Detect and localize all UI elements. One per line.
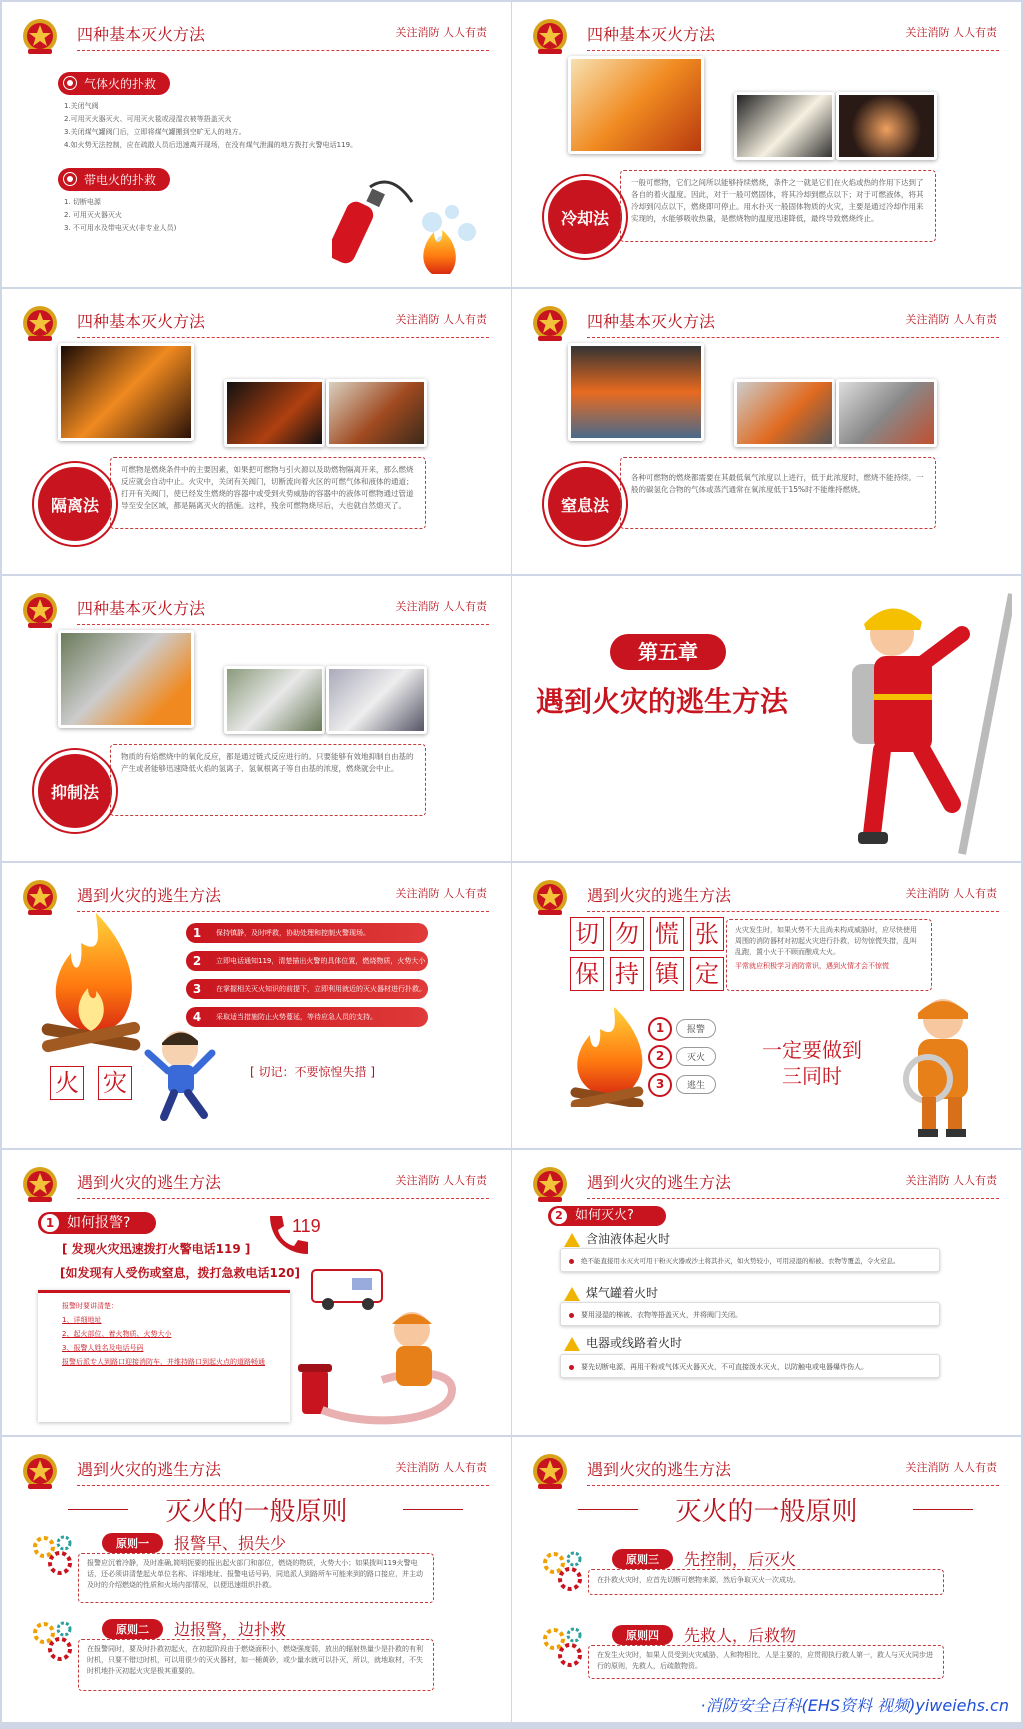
bullet-dot xyxy=(569,1365,574,1370)
electric-fire-label: 带电火的扑救 xyxy=(84,173,157,187)
calm-description xyxy=(726,919,932,991)
three-simultaneous xyxy=(752,1037,872,1089)
slide-slogan: 关注消防 人人有责 xyxy=(395,26,487,39)
step: 4.如火势无法控制，应在疏散人员后迅速离开现场，在没有煤气泄漏的地方拨打火警电话119。 xyxy=(64,141,358,149)
title-divider xyxy=(77,624,489,625)
site-watermark: ·消防安全百科(EHS资料 视频)yiweiehs.cn xyxy=(700,1696,1009,1715)
big-line: 三同时 xyxy=(782,1064,842,1088)
slide-principles-1-2[interactable] xyxy=(2,1437,511,1722)
calm-highlight: 平常就应积极学习消防常识，遇到火情才会不惊慌 xyxy=(735,962,889,970)
slide-slogan: 关注消防 人人有责 xyxy=(905,1461,997,1474)
slide-slogan: 关注消防 人人有责 xyxy=(395,1461,487,1474)
principle-text: 在扑救火灾时，应首先切断可燃物来源，然后争取灭火一次成功。 xyxy=(588,1569,944,1595)
title-divider xyxy=(77,1198,489,1199)
title-divider xyxy=(77,50,489,51)
gear-icon xyxy=(540,1549,584,1593)
step-bar xyxy=(186,923,428,943)
bullet-dot xyxy=(64,173,76,185)
fire-blanket-photo xyxy=(836,379,937,447)
water-spray-photo xyxy=(224,666,325,734)
gear-icon xyxy=(540,1625,584,1669)
chapter-title: 遇到火灾的逃生方法 xyxy=(536,685,789,718)
step-text: 保持镇静，及时呼救，协助处理和控制火警现场。 xyxy=(216,929,370,937)
fire-emblem-icon xyxy=(532,16,568,56)
warning-oil-fire xyxy=(564,1230,670,1247)
option-report: 报警 xyxy=(676,1019,716,1038)
method-circle: 窒息法 xyxy=(544,463,626,545)
principle-tag: 原则四 xyxy=(612,1625,673,1645)
method-circle: 抑制法 xyxy=(34,750,116,832)
slide-principles-3-4[interactable] xyxy=(512,1437,1021,1722)
fire-drill-photo xyxy=(734,379,835,447)
slide-gas-electric-fire[interactable] xyxy=(2,2,511,287)
title-divider xyxy=(587,1198,999,1199)
slide-stay-calm[interactable] xyxy=(512,863,1021,1148)
extinguisher-illustration-icon xyxy=(332,162,492,282)
char-box: 持 xyxy=(610,957,644,991)
char-box: 勿 xyxy=(610,917,644,951)
night-fire-photo xyxy=(836,92,937,160)
step-text: 在掌握相关灭火知识的前提下，立即利用就近的灭火器材进行扑救。 xyxy=(216,985,426,993)
principle-text: 在报警同时，要及时扑救初起火，在初起阶段由于燃烧面积小，燃烧强度弱，放出的辐射热量少是扑救的有利时机，只要不错过时机，可以用很少的灭火器材，如一桶黄砂，或少量水就可以扑灭，所以，就地取材，不失时机地扑灭初起火灾是极其重要的。 xyxy=(78,1639,434,1691)
slide-suffocation-method[interactable] xyxy=(512,289,1021,574)
bullet-dot xyxy=(569,1313,574,1318)
title-divider xyxy=(77,911,489,912)
electric-fire-steps xyxy=(64,196,264,235)
fire-emblem-icon xyxy=(22,1164,58,1204)
title-divider xyxy=(77,337,489,338)
section-title: 如何灭火? xyxy=(575,1208,634,1223)
step: 3.关闭煤气罐阀门后，立即将煤气罐搬到空旷无人的地方。 xyxy=(64,128,246,136)
fire-emblem-icon xyxy=(532,303,568,343)
char-box: 镇 xyxy=(650,957,684,991)
slide-slogan: 关注消防 人人有责 xyxy=(905,887,997,900)
slide-title: 四种基本灭火方法 xyxy=(77,599,206,618)
heading-line xyxy=(68,1509,128,1510)
warning-gas-fire xyxy=(564,1284,658,1301)
slide-title: 遇到火灾的逃生方法 xyxy=(587,1173,732,1192)
principle-title: 报警早、损失少 xyxy=(174,1534,287,1553)
principles-heading: 灭火的一般原则 xyxy=(675,1497,858,1527)
title-divider xyxy=(587,337,999,338)
case-box xyxy=(560,1248,940,1272)
slide-title: 遇到火灾的逃生方法 xyxy=(77,886,222,905)
heading-line xyxy=(578,1509,638,1510)
slide-isolation-method[interactable] xyxy=(2,289,511,574)
checklist-item: 1、详细地址 xyxy=(62,1316,102,1324)
slide-slogan: 关注消防 人人有责 xyxy=(905,1174,997,1187)
gas-fire-pill xyxy=(58,72,170,95)
fire-emblem-icon xyxy=(22,590,58,630)
foam-spray-photo xyxy=(58,630,194,728)
principle-title: 先救人，后救物 xyxy=(684,1626,797,1645)
slide-grid xyxy=(2,2,1021,1727)
fire-emblem-icon xyxy=(532,877,568,917)
slide-slogan: 关注消防 人人有责 xyxy=(905,313,997,326)
title-divider xyxy=(587,1485,999,1486)
firefighter-ladder-icon xyxy=(812,584,1012,856)
ambulance-hydrant-icon xyxy=(292,1260,502,1430)
gear-icon xyxy=(30,1533,74,1577)
gear-icon xyxy=(30,1619,74,1663)
case-title: 煤气罐着火时 xyxy=(586,1286,659,1300)
fire-emblem-icon xyxy=(532,1451,568,1491)
method-circle: 隔离法 xyxy=(34,463,116,545)
report-checklist xyxy=(38,1290,290,1422)
heading-line xyxy=(913,1509,973,1510)
title-divider xyxy=(587,50,999,51)
warning-icon xyxy=(564,1337,580,1351)
reminder-note: [ 切记：不要惊惶失措 ] xyxy=(250,1065,376,1079)
title-divider xyxy=(587,911,999,912)
option-extinguish: 灭火 xyxy=(676,1047,716,1066)
bullet-dot xyxy=(569,1259,574,1264)
step-number: 4 xyxy=(192,1010,202,1024)
step: 1. 切断电源 xyxy=(64,198,101,206)
section-title: 如何报警? xyxy=(67,1215,131,1231)
case-box xyxy=(560,1354,940,1378)
method-circle: 冷却法 xyxy=(544,176,626,258)
slide-title: 四种基本灭火方法 xyxy=(77,25,206,44)
fire-emblem-icon xyxy=(22,877,58,917)
firefighters-photo xyxy=(58,343,194,441)
slide-title: 四种基本灭火方法 xyxy=(77,312,206,331)
slide-slogan: 关注消防 人人有责 xyxy=(395,1174,487,1187)
fire-photo xyxy=(224,379,325,447)
call-119-line: [ 发现火灾迅速拨打火警电话119 ] xyxy=(62,1242,251,1256)
slide-slogan: 关注消防 人人有责 xyxy=(395,313,487,326)
heading-line xyxy=(403,1509,463,1510)
checklist-item: 2、起火部位、着火物质、火势大小 xyxy=(62,1330,172,1338)
char-box: 切 xyxy=(570,917,604,951)
fire-photo xyxy=(734,92,835,160)
slide-escape-steps[interactable] xyxy=(2,863,511,1148)
char-box: 保 xyxy=(570,957,604,991)
oil-rig-fire-photo xyxy=(568,343,704,441)
section-number: 2 xyxy=(551,1208,567,1224)
call-119-text: 发现火灾迅速拨打火警电话119 xyxy=(71,1242,241,1256)
option-number: 3 xyxy=(648,1073,672,1097)
campfire-icon xyxy=(562,1007,652,1107)
calm-text: 火灾发生时，如果火势不大且尚未构成威胁时，应尽快使用周围的消防器材对初起火灾进行扑救，切勿惊慌失措，乱叫乱跑，置小火于不顾而酿成大火。 xyxy=(735,926,917,956)
section-header xyxy=(38,1212,156,1234)
checklist-item: 3、报警人姓名及电话号码 xyxy=(62,1344,144,1352)
slide-how-to-report[interactable] xyxy=(2,1150,511,1435)
char-box: 灾 xyxy=(98,1066,132,1100)
step: 1.关闭气阀 xyxy=(64,102,99,110)
step-number: 2 xyxy=(192,954,202,968)
phone-119-icon xyxy=(264,1210,324,1260)
warning-icon xyxy=(564,1233,580,1247)
slide-inhibition-method[interactable] xyxy=(2,576,511,861)
forest-fire-photo xyxy=(326,379,427,447)
slide-slogan: 关注消防 人人有责 xyxy=(395,600,487,613)
case-title: 含油液体起火时 xyxy=(586,1232,671,1246)
section-header xyxy=(548,1206,666,1226)
step-bar xyxy=(186,979,428,999)
step: 2. 可用灭火器灭火 xyxy=(64,211,122,219)
char-box: 张 xyxy=(690,917,724,951)
chapter-tag: 第五章 xyxy=(610,634,726,670)
slide-cooling-method[interactable] xyxy=(512,2,1021,287)
method-description: 一般可燃物，它们之间所以能够持续燃烧，条件之一就是它们在火焰或热的作用下达到了各自的着火温度。因此，对于一般可燃固体，将其冷却到燃点以下；对于可燃液体，将其冷却到闪点以下，燃烧即可停止。用水扑灭一般固体物质的火灾，主要是通过冷却作用来实现的，水能够吸收热量，是燃烧物的温度迅速降低，最终导致燃烧终止。 xyxy=(620,170,936,242)
warning-electric-fire xyxy=(564,1334,682,1351)
method-description: 物质的有焰燃烧中的氧化反应，都是通过链式反应进行的。只要能够有效地抑制自由基的产生或者能够迅速降低火焰的氢离子、氢氧根离子等自由基的浓度，燃烧就会中止。 xyxy=(110,744,426,816)
call-120-text: 如发现有人受伤或窒息，拨打急救电话120 xyxy=(65,1266,295,1280)
reminder-text: 切记：不要惊惶失措 xyxy=(258,1065,367,1079)
slide-title: 遇到火灾的逃生方法 xyxy=(77,1460,222,1479)
slide-slogan: 关注消防 人人有责 xyxy=(395,887,487,900)
step-text: 采取适当措施防止火势蔓延，等待应急人员的支持。 xyxy=(216,1013,377,1021)
scared-boy-icon xyxy=(140,1023,230,1123)
slide-title: 遇到火灾的逃生方法 xyxy=(587,886,732,905)
electric-fire-pill xyxy=(58,168,170,191)
title-divider xyxy=(77,1485,489,1486)
case-box xyxy=(560,1302,940,1326)
step-number: 1 xyxy=(192,926,202,940)
warning-icon xyxy=(564,1287,580,1301)
option-number: 1 xyxy=(648,1017,672,1041)
method-description: 可燃物是燃烧条件中的主要因素，如果把可燃物与引火源以及助燃物隔离开来，那么燃烧反应就会自动中止。火灾中，关闭有关阀门，切断流向着火区的可燃气体和液体的通道；打开有关阀门，使已经发生燃烧的容器中或受到火势威胁的容器中的液体可燃物通过管道导至安全区域，都是隔离灭火的措施。这样，残余可燃物烧尽后，大也就自然熄灭了。 xyxy=(110,457,426,529)
slide-title: 四种基本灭火方法 xyxy=(587,25,716,44)
gas-fire-label: 气体火的扑救 xyxy=(84,77,157,91)
step-number: 3 xyxy=(192,982,202,996)
step-text: 立即电话通知119，清楚描出火警的具体位置，燃烧物质，火势大小 xyxy=(216,957,426,965)
fire-emblem-icon xyxy=(532,1164,568,1204)
principle-text: 报警应沉着冷静，及时准确,简明扼要的报出起火部门和部位，燃烧的物质，火势大小；如果拨叫119火警电话，还必须讲清楚起火单位名称、详细地址、报警电话号码，同追派人到路所车可能来到的路口接应，并主动及时的介绍燃烧的性质和火场内部情况，以便迅速组织扑救。 xyxy=(78,1553,434,1603)
gas-fire-steps xyxy=(64,100,424,152)
principle-tag: 原则二 xyxy=(102,1619,163,1639)
char-box: 火 xyxy=(50,1066,84,1100)
slide-title: 遇到火灾的逃生方法 xyxy=(587,1460,732,1479)
char-box: 定 xyxy=(690,957,724,991)
method-description: 各种可燃物的燃烧都需要在其最低氧气浓度以上进行，低于此浓度时，燃烧不能持续。一般的碳氢化合物的气体或蒸汽通常在氧浓度低于15%时不能维持燃烧。 xyxy=(620,457,936,529)
campfire-icon xyxy=(36,913,146,1053)
option-escape: 逃生 xyxy=(676,1075,716,1094)
principle-text: 在发生火灾时，如果人员受到火灾威胁，人和物相比，人是主要的，应贯彻执行救人第一，救人与灭火同步进行的原则，先救人，后疏散物资。 xyxy=(588,1645,944,1679)
slide-title: 四种基本灭火方法 xyxy=(587,312,716,331)
case-text: 绝不能直接用水灭火可用干粉灭火器或沙土将其扑灭，如火势较小，可用浸湿的棉被、衣物等覆盖，令火窒息。 xyxy=(581,1257,900,1265)
hose-drill-photo xyxy=(326,666,427,734)
principles-heading: 灭火的一般原则 xyxy=(165,1497,348,1527)
checklist-title: 报警时要讲清楚： xyxy=(62,1302,118,1310)
slide-chapter-five[interactable] xyxy=(512,576,1021,861)
option-number: 2 xyxy=(648,1045,672,1069)
slide-how-to-extinguish[interactable] xyxy=(512,1150,1021,1435)
firefighter-hose-icon xyxy=(888,989,998,1139)
section-number: 1 xyxy=(41,1214,59,1232)
fire-emblem-icon xyxy=(22,16,58,56)
step-bar xyxy=(186,951,428,971)
char-box: 慌 xyxy=(650,917,684,951)
phone-number: 119 xyxy=(292,1216,321,1236)
firefighting-photo xyxy=(568,56,704,154)
slide-title: 遇到火灾的逃生方法 xyxy=(77,1173,222,1192)
big-line: 一定要做到 xyxy=(762,1038,862,1062)
case-title: 电器或线路着火时 xyxy=(586,1336,683,1350)
principle-title: 边报警，边扑救 xyxy=(174,1620,287,1639)
slide-slogan: 关注消防 人人有责 xyxy=(905,26,997,39)
step: 2.可用灭火器灭火、可用灭火毯或浸湿衣被等捂盖灭火 xyxy=(64,115,232,123)
principle-tag: 原则三 xyxy=(612,1549,673,1569)
call-120-line: [如发现有人受伤或窒息，拨打急救电话120] xyxy=(60,1266,301,1280)
fire-emblem-icon xyxy=(22,303,58,343)
principle-title: 先控制，后灭火 xyxy=(684,1550,797,1569)
checklist-item: 报警后派专人到路口迎接消防车，并维持路口到起火点的道路畅通 xyxy=(62,1358,265,1366)
case-text: 要用浸湿的棉被、衣物等捂盖灭火，并将阀门关闭。 xyxy=(581,1311,742,1319)
case-text: 要先切断电源，再用干粉或气体灭火器灭火，不可直接泼水灭火，以防触电或电器爆炸伤人。 xyxy=(581,1363,868,1371)
fire-emblem-icon xyxy=(22,1451,58,1491)
bullet-dot xyxy=(64,77,76,89)
step: 3. 不可用水及带电灭火(非专业人员) xyxy=(64,224,177,232)
principle-tag: 原则一 xyxy=(102,1533,163,1553)
